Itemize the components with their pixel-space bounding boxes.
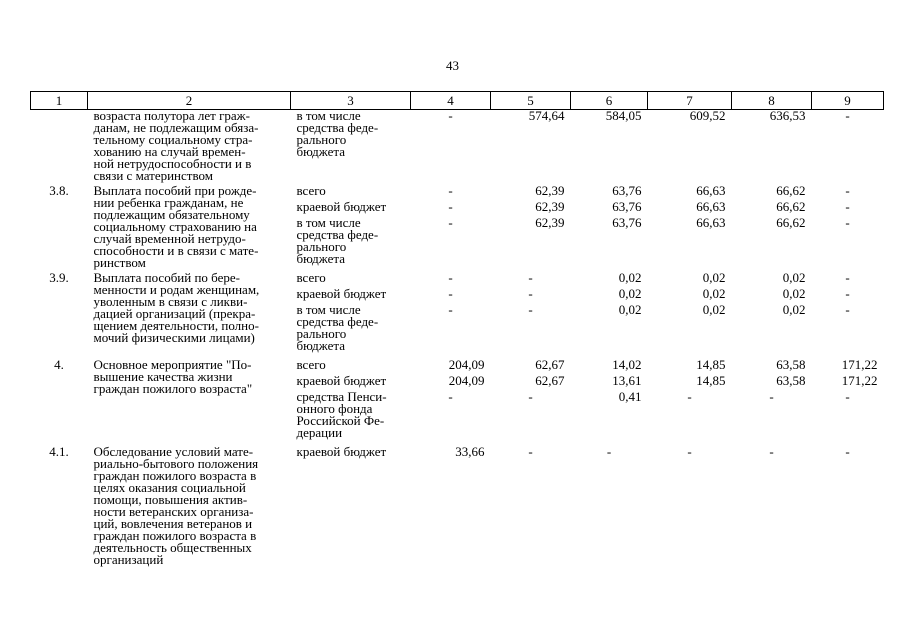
value-col-4	[411, 110, 491, 186]
value-col-7	[648, 110, 732, 186]
value-cell: 204,09	[448, 357, 485, 372]
item-name-line: менности и родам женщинам,	[93, 282, 260, 297]
column-header: 3	[291, 92, 411, 110]
value-col-9	[812, 272, 884, 359]
item-name	[88, 272, 291, 359]
value-cell: -	[845, 302, 850, 317]
funding-source	[297, 391, 405, 443]
funding-source-line: бюджета	[296, 144, 345, 159]
value-cell: 63,76	[612, 183, 642, 198]
item-name-line: социальному страхованию на	[93, 219, 257, 234]
value-col-8	[732, 185, 812, 272]
value-block	[497, 391, 565, 443]
value-cell: 171,22	[841, 373, 878, 388]
value-cell: 0,02	[782, 302, 806, 317]
item-name-line: граждан пожилого возраста в	[93, 468, 257, 483]
item-name-line: дацией организаций (прекра-	[93, 306, 256, 321]
value-cell: -	[606, 444, 612, 459]
table-header	[31, 92, 884, 110]
value-col-8	[732, 272, 812, 359]
value-col-6	[571, 185, 648, 272]
value-col-6	[571, 446, 648, 569]
funding-source-line: в том числе	[296, 215, 361, 230]
item-name-line: Выплата пособий по бере-	[93, 270, 240, 285]
value-block	[497, 217, 565, 269]
table-row	[31, 359, 884, 446]
value-cell: -	[528, 389, 533, 404]
column-header: 7	[648, 92, 732, 110]
value-cell: 63,58	[776, 373, 806, 388]
value-cell: 66,62	[776, 183, 806, 198]
value-cell: -	[769, 389, 774, 404]
value-col-7	[648, 185, 732, 272]
funding-source-line: средства феде-	[296, 227, 379, 242]
value-cell: 66,63	[696, 215, 726, 230]
value-block	[577, 446, 642, 462]
value-cell: 171,22	[841, 357, 878, 372]
item-name-line: мочий физическими лицами)	[93, 330, 255, 345]
value-block	[654, 217, 726, 269]
table-row	[31, 446, 884, 569]
item-name-line: ной нетрудоспособности и в	[93, 156, 252, 171]
value-col-4	[411, 446, 491, 569]
value-cell: 63,58	[776, 357, 806, 372]
item-number: 3.9.	[49, 270, 69, 285]
value-cell: 0,02	[618, 302, 642, 317]
table-body	[31, 110, 884, 570]
value-block	[738, 446, 806, 462]
value-cell: -	[528, 302, 533, 317]
column-header: 9	[812, 92, 884, 110]
item-name-line: Основное мероприятие "По-	[93, 357, 252, 372]
funding-source-line: дерации	[296, 425, 343, 440]
table-row	[31, 185, 884, 272]
value-block	[497, 304, 565, 356]
item-name-line: подлежащим обязательному	[93, 207, 250, 222]
value-cell: -	[448, 286, 453, 301]
value-block	[654, 391, 726, 443]
item-name	[88, 185, 291, 272]
value-cell: 62,39	[535, 215, 565, 230]
value-cell: 62,67	[535, 357, 565, 372]
column-header: 4	[411, 92, 491, 110]
value-cell: 0,41	[618, 389, 642, 404]
item-name-line: уволенным в связи с ликви-	[93, 294, 248, 309]
value-cell: -	[448, 108, 453, 123]
item-name-line: тельному социальному стра-	[93, 132, 253, 147]
value-block	[818, 110, 878, 162]
value-col-9	[812, 446, 884, 569]
value-block	[654, 446, 726, 462]
value-block	[577, 304, 642, 356]
value-col-8	[732, 359, 812, 446]
value-cell: 66,62	[776, 215, 806, 230]
value-cell: -	[528, 286, 533, 301]
value-cell: 584,05	[605, 108, 642, 123]
item-name-line: ринством	[93, 255, 146, 270]
value-cell: 62,39	[535, 199, 565, 214]
value-cell: 574,64	[528, 108, 565, 123]
item-name-line: щением деятельности, полно-	[93, 318, 259, 333]
funding-source-line: средства Пенси-	[296, 389, 387, 404]
value-cell: -	[845, 199, 850, 214]
funding-source-cell	[291, 272, 411, 359]
funding-source	[297, 446, 405, 462]
item-number: 3.8.	[49, 183, 69, 198]
value-col-5	[491, 446, 571, 569]
funding-source	[297, 217, 405, 269]
funding-source-line: средства феде-	[296, 314, 379, 329]
item-name-line: деятельность общественных	[93, 540, 252, 555]
value-block	[818, 304, 878, 356]
value-cell: -	[845, 286, 850, 301]
value-cell: 66,63	[696, 199, 726, 214]
value-block	[738, 110, 806, 162]
value-col-7	[648, 359, 732, 446]
value-cell: -	[448, 199, 453, 214]
item-name-line: граждан пожилого возраста в	[93, 528, 257, 543]
funding-source-line: в том числе	[296, 108, 361, 123]
value-col-8	[732, 110, 812, 186]
table-row	[31, 110, 884, 186]
item-name-line: хованию на случай времен-	[93, 144, 246, 159]
item-name-line: данам, не подлежащим обяза-	[93, 120, 259, 135]
value-block	[577, 217, 642, 269]
value-col-4	[411, 185, 491, 272]
value-cell: -	[448, 215, 453, 230]
value-cell: 0,02	[702, 302, 726, 317]
item-name-line: случай временной нетрудо-	[93, 231, 246, 246]
value-cell: 14,02	[612, 357, 642, 372]
budget-table	[30, 91, 884, 569]
funding-source-line: краевой бюджет	[296, 286, 387, 301]
value-cell: -	[448, 302, 453, 317]
value-cell: -	[845, 389, 850, 404]
item-name	[88, 446, 291, 569]
value-col-7	[648, 272, 732, 359]
value-cell: 62,39	[535, 183, 565, 198]
value-block	[654, 304, 726, 356]
item-name-line: граждан пожилого возраста"	[93, 381, 253, 396]
column-header: 2	[88, 92, 291, 110]
value-block	[577, 391, 642, 443]
value-cell: 0,02	[782, 286, 806, 301]
value-cell: -	[687, 444, 692, 459]
funding-source-line: бюджета	[296, 251, 345, 266]
value-cell: 66,62	[776, 199, 806, 214]
column-header: 1	[31, 92, 88, 110]
value-cell: 204,09	[448, 373, 485, 388]
value-cell: 63,76	[612, 215, 642, 230]
value-cell: 14,85	[696, 357, 726, 372]
value-cell: -	[845, 444, 850, 459]
item-name-line: риально-бытового положения	[93, 456, 259, 471]
value-cell: 0,02	[702, 270, 726, 285]
value-block	[654, 110, 726, 162]
funding-source-cell	[291, 185, 411, 272]
funding-source-line: Российской Фе-	[296, 413, 385, 428]
value-cell: -	[528, 270, 533, 285]
value-block	[417, 110, 485, 162]
item-name-line: способности и в связи с мате-	[93, 243, 259, 258]
funding-source-line: краевой бюджет	[296, 199, 387, 214]
table-row	[31, 272, 884, 359]
value-col-6	[571, 359, 648, 446]
value-cell: -	[845, 108, 850, 123]
funding-source-line: рального	[296, 239, 347, 254]
column-header: 6	[571, 92, 648, 110]
value-col-5	[491, 185, 571, 272]
value-cell: -	[845, 183, 850, 198]
funding-source-line: рального	[296, 132, 347, 147]
funding-source-cell	[291, 446, 411, 569]
value-block	[417, 446, 485, 462]
value-cell: -	[448, 270, 453, 285]
value-cell: -	[845, 215, 850, 230]
item-name	[88, 359, 291, 446]
funding-source-line: краевой бюджет	[296, 373, 387, 388]
value-col-9	[812, 110, 884, 186]
value-cell: 609,52	[689, 108, 726, 123]
column-number-row	[31, 92, 884, 110]
value-col-4	[411, 272, 491, 359]
item-name-line: помощи, повышения актив-	[93, 492, 248, 507]
value-block	[818, 446, 878, 462]
value-col-4	[411, 359, 491, 446]
value-cell: 66,63	[696, 183, 726, 198]
item-name-line: возраста полутора лет граж-	[93, 108, 250, 123]
funding-source-cell	[291, 110, 411, 186]
value-block	[738, 217, 806, 269]
value-col-5	[491, 272, 571, 359]
value-col-8	[732, 446, 812, 569]
item-name	[88, 110, 291, 186]
value-col-6	[571, 272, 648, 359]
funding-source	[297, 304, 405, 356]
item-name-line: ций, вовлечения ветеранов и	[93, 516, 253, 531]
funding-source-cell	[291, 359, 411, 446]
page-number: 43	[446, 58, 459, 73]
value-cell: 636,53	[769, 108, 806, 123]
value-col-5	[491, 359, 571, 446]
funding-source-line: краевой бюджет	[296, 444, 387, 459]
value-col-5	[491, 110, 571, 186]
funding-source	[297, 110, 405, 162]
value-cell: 14,85	[696, 373, 726, 388]
value-col-6	[571, 110, 648, 186]
value-cell: -	[448, 183, 453, 198]
item-name-line: нии ребенка гражданам, не	[93, 195, 244, 210]
item-number	[31, 110, 88, 186]
funding-source-line: всего	[296, 357, 326, 372]
value-cell: 62,67	[535, 373, 565, 388]
column-header: 5	[491, 92, 571, 110]
value-block	[497, 446, 565, 462]
funding-source-line: рального	[296, 326, 347, 341]
column-header: 8	[732, 92, 812, 110]
value-cell: -	[845, 270, 850, 285]
value-cell: -	[528, 444, 533, 459]
funding-source-line: всего	[296, 183, 326, 198]
item-name-line: Обследование условий мате-	[93, 444, 254, 459]
value-cell: 0,02	[618, 286, 642, 301]
item-name-line: организаций	[93, 552, 164, 567]
value-block	[417, 304, 485, 356]
value-block	[497, 110, 565, 162]
funding-source-line: в том числе	[296, 302, 361, 317]
value-col-7	[648, 446, 732, 569]
funding-source-line: всего	[296, 270, 326, 285]
value-cell: 0,02	[702, 286, 726, 301]
item-name-line: ности ветеранских организа-	[93, 504, 254, 519]
item-number: 4.	[54, 357, 64, 372]
value-cell: 13,61	[612, 373, 642, 388]
value-cell: 33,66	[455, 444, 485, 459]
value-cell: -	[687, 389, 692, 404]
value-block	[417, 391, 485, 443]
value-cell: 63,76	[612, 199, 642, 214]
value-cell: -	[448, 389, 453, 404]
item-name-line: целях оказания социальной	[93, 480, 246, 495]
value-block	[738, 391, 806, 443]
funding-source-line: бюджета	[296, 338, 345, 353]
value-col-9	[812, 185, 884, 272]
item-name-line: вышение качества жизни	[93, 369, 233, 384]
value-block	[417, 217, 485, 269]
item-name-line: Выплата пособий при рожде-	[93, 183, 257, 198]
value-block	[738, 304, 806, 356]
value-block	[818, 391, 878, 443]
value-cell: -	[769, 444, 774, 459]
item-name-line: связи с материнством	[93, 168, 213, 183]
value-block	[818, 217, 878, 269]
funding-source-line: средства феде-	[296, 120, 379, 135]
value-cell: 0,02	[782, 270, 806, 285]
item-number: 4.1.	[49, 444, 69, 459]
value-col-9	[812, 359, 884, 446]
funding-source-line: онного фонда	[296, 401, 373, 416]
value-cell: 0,02	[618, 270, 642, 285]
value-block	[577, 110, 642, 162]
